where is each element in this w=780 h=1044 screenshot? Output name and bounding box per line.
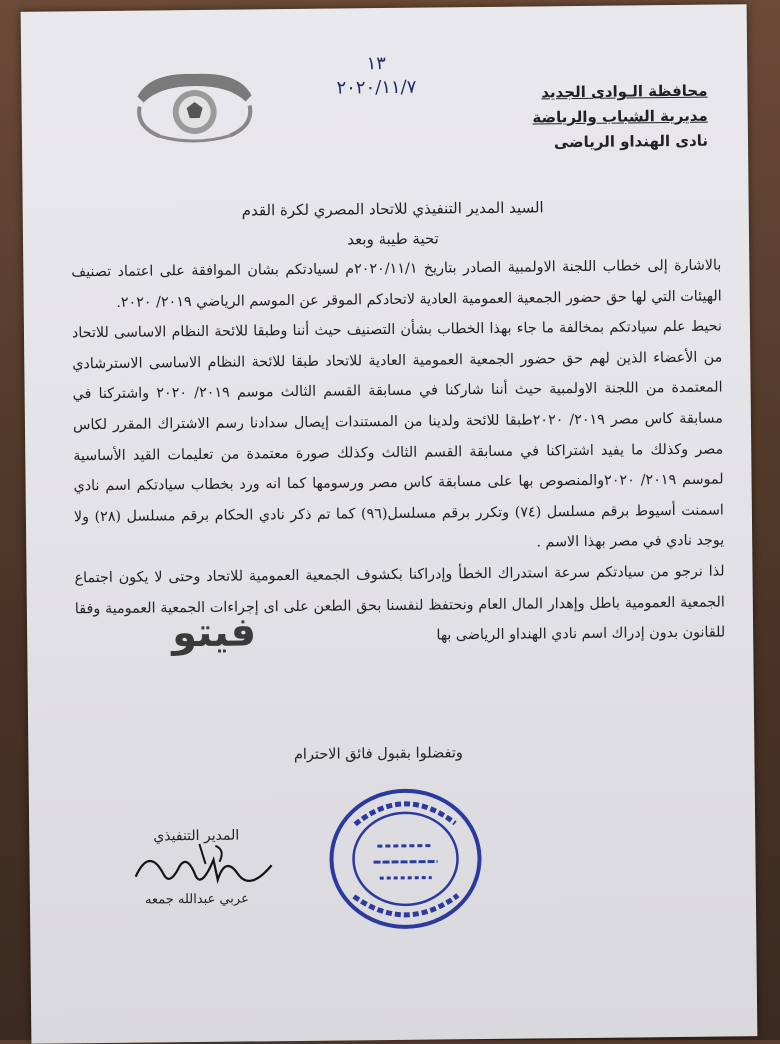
governorate-name: محافظة الـوادى الجديد: [541, 81, 708, 102]
vetogate-watermark: [159, 607, 270, 658]
reference-block: [311, 51, 441, 100]
signatory-title: المدير التنفيذي: [153, 827, 240, 845]
watermark-text: فيتو: [171, 609, 257, 657]
reference-number: ١٣: [366, 53, 386, 75]
letter-addressee: السيد المدير التنفيذي للاتحاد المصري لكرة القدم: [241, 198, 544, 220]
official-stamp-icon: [325, 783, 487, 935]
letter-body: [71, 251, 725, 656]
letter-paper: [21, 4, 758, 1044]
handwritten-signature: [129, 835, 280, 899]
body-paragraph: بالاشارة إلى خطاب اللجنة الاولمبية الصادر بتاريخ ٢٠٢٠/١١/١م لسيادتكم بشان الموافقة على اعتماد تصنيف الهيئات التي لها حق حضور الجمعية العمومية العادية لاتحادكم الموقر عن الموسم الرياضي ٢٠١٩/ ٢٠٢٠.: [71, 257, 722, 311]
letter-greeting: تحية طيبة وبعد: [347, 229, 439, 249]
club-logo-icon: [129, 65, 260, 146]
body-paragraph: لذا نرجو من سيادتكم سرعة استدراك الخطأ وإدراكنا بكشوف الجمعية العمومية للاتحاد وحتى لا يكون اجتماع الجمعية العمومية باطل وإهدار المال العام ونحتفظ لنفسنا بحق الطعن على اى إجراءات الجمعية العمومية وفقا للقانون بدون إدراك اسم نادي الهنداو الرياضى بها: [74, 563, 726, 644]
letter-closing: وتفضلوا بقبول فائق الاحترام: [293, 745, 463, 764]
directorate-name: مديرية الشباب والرياضة: [532, 106, 708, 127]
club-name: نادى الهنداو الرياضى: [553, 131, 709, 152]
reference-date: ٢٠٢٠/١١/٧: [336, 76, 417, 99]
organisation-header: [487, 79, 708, 156]
signatory-name: عربي عبدالله جمعه: [144, 891, 249, 908]
body-paragraph: نحيط علم سيادتكم بمخالفة ما جاء بهذا الخطاب بشأن التصنيف حيث أننا وطبقا للائحة النظام الاساسى للاتحاد من الأعضاء الذين لهم حق حضور الجمعية العمومية العادية للاتحاد طبقا للائحة النظام الاساسى الاسترشادي المعتمدة من اللجنة الاولمبية حيث أننا شاركنا في مسابقة القسم الثالث موسم ٢٠١٩/ ٢٠٢٠ واشتركنا في مسابقة كاس مصر ٢٠١٩/ ٢٠٢٠طبقا للائحة ولدينا من المستندات إيصال سدادنا رسم الاشتراك المقرر لكاس مصر وكذلك ما يفيد اشتراكنا في مسابقة القسم الثالث وكذلك صورة معتمدة من تعليمات القيد الأساسية لموسم ٢٠١٩/ ٢٠٢٠والمنصوص بها على مسابقة كاس مصر ورسومها كما انه ورد بخطاب سيادتكم اسم نادي اسمنت أسيوط برقم مسلسل (٧٤) وتكرر برقم مسلسل(٩٦) كما تم ذكر نادي الحكام برقم مسلسل (٢٨) ولا يوجد نادي في مصر بهذا الاسم .: [71, 318, 725, 551]
